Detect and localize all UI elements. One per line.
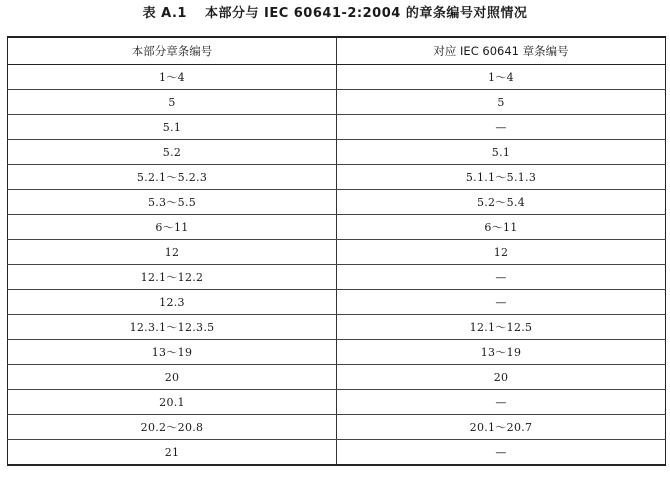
cell-this-part-clause: 5.2.1～5.2.3 — [8, 165, 337, 190]
table-row — [8, 340, 666, 365]
table-row — [8, 115, 666, 140]
cell-this-part-clause: 6～11 — [8, 215, 337, 240]
table-row — [8, 165, 666, 190]
cell-iec-clause: — — [337, 115, 666, 140]
cell-iec-clause: — — [337, 390, 666, 415]
cell-iec-clause: 12 — [337, 240, 666, 265]
cell-this-part-clause: 21 — [8, 440, 337, 466]
cell-this-part-clause: 12.1～12.2 — [8, 265, 337, 290]
cell-this-part-clause: 12.3 — [8, 290, 337, 315]
cell-this-part-clause: 20 — [8, 365, 337, 390]
table-row — [8, 290, 666, 315]
table-row — [8, 390, 666, 415]
cell-this-part-clause: 5.3～5.5 — [8, 190, 337, 215]
cell-iec-clause: 5 — [337, 90, 666, 115]
table-caption — [0, 4, 670, 24]
table-row — [8, 140, 666, 165]
table-row — [8, 315, 666, 340]
cell-iec-clause: 5.1 — [337, 140, 666, 165]
cell-iec-clause: — — [337, 290, 666, 315]
table-row — [8, 415, 666, 440]
cell-this-part-clause: 1～4 — [8, 65, 337, 90]
table-number: 表 A.1 — [142, 6, 187, 21]
table-row — [8, 265, 666, 290]
clause-correspondence-table — [7, 36, 666, 466]
cell-iec-clause: 5.2～5.4 — [337, 190, 666, 215]
cell-iec-clause: 12.1～12.5 — [337, 315, 666, 340]
cell-iec-clause: 20.1～20.7 — [337, 415, 666, 440]
header-this-part: 本部分章条编号 — [8, 37, 337, 65]
cell-this-part-clause: 12.3.1～12.3.5 — [8, 315, 337, 340]
table-title: 本部分与 IEC 60641-2:2004 的章条编号对照情况 — [204, 6, 528, 21]
table-row — [8, 190, 666, 215]
cell-this-part-clause: 13～19 — [8, 340, 337, 365]
table-row — [8, 65, 666, 90]
cell-iec-clause: — — [337, 265, 666, 290]
cell-iec-clause: 13～19 — [337, 340, 666, 365]
cell-this-part-clause: 5 — [8, 90, 337, 115]
cell-this-part-clause: 20.1 — [8, 390, 337, 415]
cell-this-part-clause: 20.2～20.8 — [8, 415, 337, 440]
cell-this-part-clause: 12 — [8, 240, 337, 265]
cell-this-part-clause: 5.1 — [8, 115, 337, 140]
header-iec-60641: 对应 IEC 60641 章条编号 — [337, 37, 666, 65]
cell-iec-clause: 1～4 — [337, 65, 666, 90]
table-row — [8, 365, 666, 390]
cell-iec-clause: 5.1.1～5.1.3 — [337, 165, 666, 190]
table-row — [8, 90, 666, 115]
cell-iec-clause: 20 — [337, 365, 666, 390]
table-row — [8, 215, 666, 240]
table-row — [8, 440, 666, 466]
table-row — [8, 240, 666, 265]
cell-this-part-clause: 5.2 — [8, 140, 337, 165]
cell-iec-clause: 6～11 — [337, 215, 666, 240]
header-row — [8, 37, 666, 65]
table-body — [8, 65, 666, 466]
cell-iec-clause: — — [495, 445, 507, 459]
